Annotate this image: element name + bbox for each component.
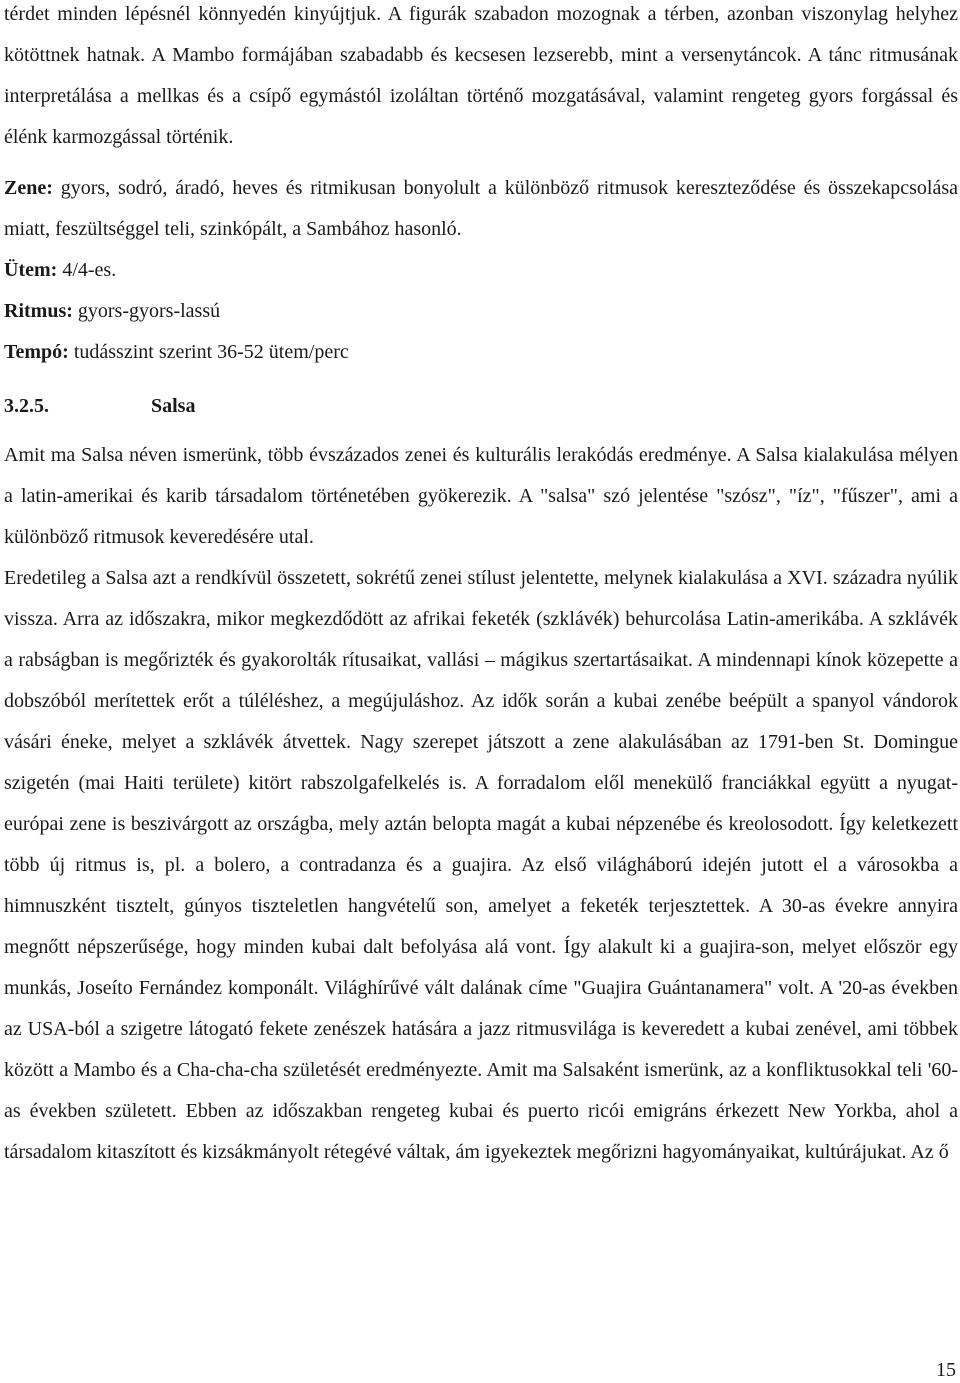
section-number: 3.2.5.: [4, 395, 49, 417]
body-paragraph-2: Eredetileg a Salsa azt a rendkívül összetett, sokrétű zenei stílust jelentette, melynek kialakulása a XVI. századra nyúlik vissza. Arra az időszakra, mikor megkezdődött az afrikai feketék (szklávék) behurcolása Latin-amerikába. A szklávék a rabságban is megőrizték és gyakorolták rítusaikat, vallási – mágikus szertartásaikat. A mindennapi kínok közepette a dobszóból merítettek erőt a túléléshez, a megújuláshoz. Az idők során a kubai zenébe beépült a spanyol vándorok vásári éneke, melyet a szklávék átvettek. Nagy szerepet játszott a zene alakulásában az 1791-ben St. Domingue szigetén (mai Haiti területe) kitört rabszolgafelkelés is. A forradalom elől menekülő franciákkal együtt a nyugat-európai zene is beszivárgott az országba, mely aztán belopta magát a kubai népzenébe és kreolosodott. Így keletkezett több új ritmus is, pl. a bolero, a contradanza és a guajira. Az első világháború idején jutott el a városokba a himnuszként tisztelt, gúnyos tiszteletlen hangvételű son, amelyet a feketék terjesztettek. A 30-as évekre annyira megnőtt népszerűsége, hogy minden kubai dalt befolyása alá vont. Így alakult ki a guajira-son, melyet először egy munkás, Joseíto Fernández komponált. Világhírűvé vált dalának címe "Guajira Guántanamera" volt. A '20-as években az USA-ból a szigetre látogató fekete zenészek hatására a jazz ritmusvilága is keveredett a kubai zenével, ami többek között a Mambo és a Cha-cha-cha születését eredményezte. Amit ma Salsaként ismerünk, az a konfliktusokkal teli '60-as években született. Ebben az időszakban rengeteg kubai és puerto ricói emigráns érkezett New Yorkba, ahol a társadalom kitaszított és kizsákmányolt rétegévé váltak, ám igyekeztek megőrizni hagyományaikat, kultúrájukat. Az ő: [4, 567, 958, 1163]
intro-paragraph: térdet minden lépésnél könnyedén kinyújtjuk. A figurák szabadon mozognak a térben, azonban viszonylag helyhez kötöttnek hatnak. A Mambo formájában szabadabb és kecsesen lezserebb, mint a versenytáncok. A tánc ritmusának interpretálása a mellkas és a csípő egymástól izoláltan történő mozgatásával, valamint rengeteg gyors forgással és élénk karmozgással történik.: [4, 3, 958, 148]
definition-text: tudásszint szerint 36-52 ütem/perc: [73, 341, 349, 363]
definition-ritmus: [4, 291, 958, 332]
definition-text: gyors-gyors-lassú: [77, 300, 221, 322]
definition-term: Ütem:: [4, 259, 58, 281]
definition-term: Zene:: [4, 177, 53, 199]
definition-utem: [4, 250, 958, 291]
body-paragraph-1: Amit ma Salsa néven ismerünk, több évszázados zenei és kulturális lerakódás eredménye. A Salsa kialakulása mélyen a latin-amerikai és karib társadalom történetében gyökerezik. A "salsa" szó jelentése "szósz", "íz", "fűszer", ami a különböző ritmusok keveredésére utal.: [4, 444, 958, 548]
section-heading: [4, 391, 958, 421]
definitions-block: [4, 168, 958, 373]
definition-tempo: [4, 332, 958, 373]
definition-term: Tempó:: [4, 341, 69, 363]
definition-text: 4/4-es.: [62, 259, 117, 281]
definition-text: gyors, sodró, áradó, heves és ritmikusan bonyolult a különböző ritmusok kereszteződése és összekapcsolása miatt, feszültséggel teli, szinkópált, a Sambához hasonló.: [4, 177, 959, 240]
page-number: 15: [936, 1359, 956, 1381]
definition-term: Ritmus:: [4, 300, 73, 322]
document-page: [4, 0, 958, 1173]
definition-zene: [4, 168, 958, 250]
section-title: Salsa: [151, 395, 196, 417]
